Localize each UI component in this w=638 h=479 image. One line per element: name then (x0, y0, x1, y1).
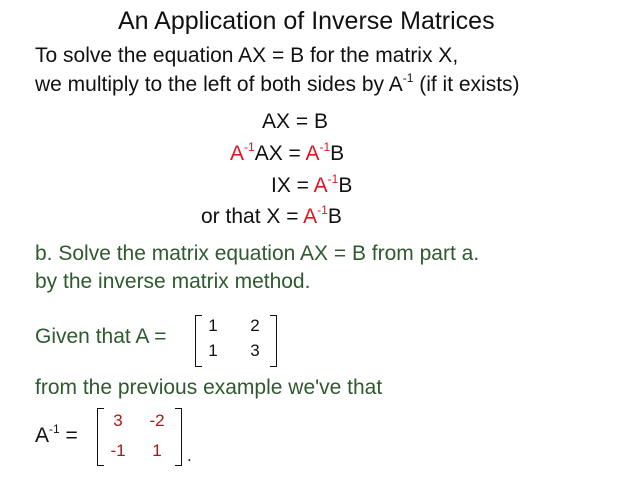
part-b-line-1: b. Solve the matrix equation AX = B from part a. (35, 242, 480, 265)
derivation-row-4 (201, 205, 342, 229)
intro-line-2-tail: (if it exists) (413, 73, 520, 96)
trailing-period: . (187, 446, 192, 465)
inverse-sup-left: -1 (244, 140, 255, 154)
derivation-row-3-pre: IX = (271, 174, 314, 197)
derivation-row-4-sup: -1 (317, 203, 328, 217)
inverse-label-sup: -1 (49, 422, 60, 436)
derivation-row-3-inverse: A (313, 174, 328, 197)
previous-example-text: from the previous example we've that (35, 376, 383, 399)
matrix-inverse-cell: -1 (110, 441, 126, 460)
part-b-line-2: by the inverse matrix method. (35, 270, 311, 293)
intro-line-2 (35, 73, 520, 97)
matrix-inverse-cell: 3 (113, 411, 123, 430)
intro-superscript: -1 (402, 71, 414, 85)
matrix-inverse-cell: -2 (149, 411, 165, 430)
derivation-row-4-inverse: A (303, 205, 318, 228)
inverse-label-eq: = (59, 424, 78, 447)
inverse-a-left: A (230, 142, 245, 165)
derivation-row-4-pre: or that X = (201, 205, 304, 228)
inverse-a-right: A (305, 142, 320, 165)
derivation-row-3 (271, 174, 352, 198)
derivation-row-2-end: B (330, 142, 345, 165)
page-title: An Application of Inverse Matrices (118, 7, 495, 35)
intro-line-2-text: we multiply to the left of both sides by A (35, 73, 403, 96)
inverse-label-a: A (35, 424, 50, 447)
matrix-a-cell: 2 (250, 316, 260, 335)
derivation-row-4-end: B (327, 205, 342, 228)
derivation-row-3-sup: -1 (327, 172, 339, 186)
matrix-a-cell: 1 (208, 341, 218, 360)
derivation-row-3-end: B (338, 174, 353, 197)
inverse-label (35, 424, 78, 448)
derivation-row-2 (230, 142, 344, 166)
given-label: Given that A = (35, 325, 167, 348)
matrix-inverse-cell: 1 (152, 441, 162, 460)
matrix-a-cell: 3 (250, 341, 260, 360)
matrix-a-cell: 1 (208, 316, 218, 335)
derivation-row-2-mid: AX = (254, 142, 306, 165)
matrix-a-right-bracket (270, 315, 277, 367)
inverse-sup-right: -1 (319, 140, 331, 154)
matrix-inverse-right-bracket (175, 408, 182, 466)
intro-line-1: To solve the equation AX = B for the matrix X, (35, 44, 459, 67)
derivation-row-1: AX = B (262, 110, 328, 133)
